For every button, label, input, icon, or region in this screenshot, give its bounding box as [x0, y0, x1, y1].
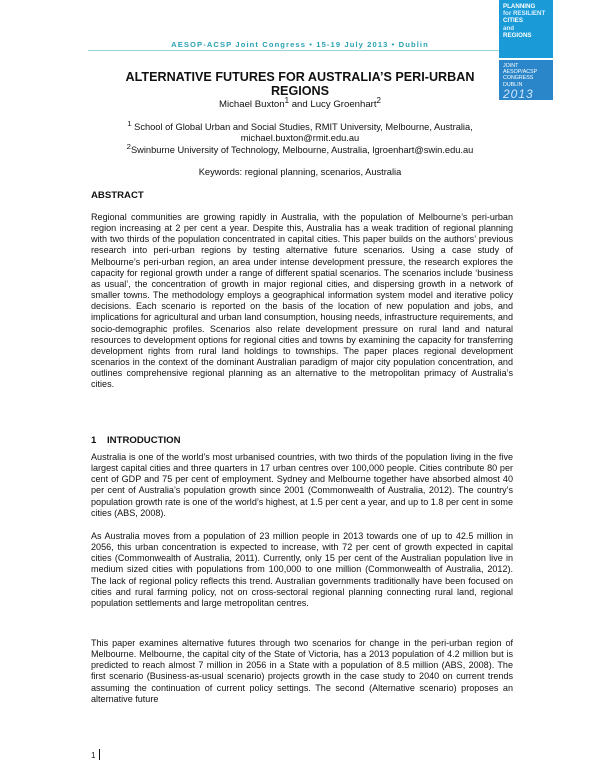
- congress-logo-top: [499, 0, 553, 58]
- intro-paragraph-2: As Australia moves from a population of 23 million people in 2013 towards one of up to 42.5 million in 2056, this urban concentration is expected to increase, with 72 per cent of growth expected in capital cities (Commonwealth of Australia, 2011). Currently, only 15 per cent of the Australian population live in medium sized cities with populations from 100,000 to one million (Commonwealth of Australia, 2012). The lack of regional policy reflects this trend. Australian governments traditionally have been focused on cities and rural farming policy, not on cross-sectoral regional planning connecting rural land, regional population settlements and large metropolitan centres.: [91, 531, 513, 608]
- logo-top-line: CITIES: [503, 17, 523, 25]
- affiliation-email: michael.buxton@rmit.edu.au: [240, 133, 360, 144]
- logo-year: 2013: [503, 86, 534, 101]
- section-number: 1: [91, 435, 97, 446]
- author-superscript: 1: [284, 96, 290, 105]
- section-title: INTRODUCTION: [107, 435, 181, 446]
- intro-paragraph-3: This paper examines alternative futures through two scenarios for change in the peri-urban region of Melbourne. Melbourne, the capital city of the State of Victoria, has a 2013 population of 4.2 million but is predicted to reach almost 7 million in 2056 in a State with a population of 8.5 million (ABS, 2008). The first scenario (Business-as-usual scenario) projects growth in the case study to 2040 on current trends assuming the continuation of current policy settings. The second (Alternative scenario) proposes an alternative future: [91, 638, 513, 704]
- logo-bottom-line: DUBLIN: [503, 81, 523, 88]
- logo-top-line: REGIONS: [503, 31, 532, 39]
- author-name: Michael Buxton: [219, 99, 285, 111]
- abstract-paragraph: Regional communities are growing rapidly in Australia, with the population of Melbourne’s peri-urban region increasing at 2 per cent a year. Despite this, Australia has a weak tradition of regional planning with two thirds of the population concentrated in capital cities. This paper builds on the authors’ previous research into peri-urban regions by testing alternative future scenarios. Using a case study of Melbourne’s peri-urban region, an area under intense development pressure, the research explores the capacity for regional growth under a range of different spatial scenarios. The scenarios include ‘business as usual’, the concentration of growth in major regional cities, and dispersing growth in a network of smaller towns. The methodology employs a geographical information system model and iterative policy decisions. Each scenario is reported on the basis of the location of new population and jobs, and implications for agricultural and urban land consumption, housing needs, infrastructure requirements, and socio-demographic profiles. Scenarios also relate development pressure on rural land and natural resources to development options for regional cities and towns by examining the capacity for transferring development rights from rural land holdings to townships. The paper places regional development scenarios in the context of the dominant Australian paradigm of major city population concentration, and outlines comprehensive regional planning as an alternative to the metropolitan primacy of Australia’s cities.: [91, 212, 513, 390]
- title-line-2: REGIONS: [270, 84, 330, 98]
- affiliation-superscript: 2: [126, 142, 131, 151]
- intro-paragraph-1: Australia is one of the world’s most urbanised countries, with two thirds of the population living in the five largest capital cities and three quarters in 17 urban centres over 100,000 people. Cities contribute 80 per cent of GDP and 75 per cent of employment. Sydney and Melbourne together have absorbed almost 40 per cent of Australia’s population growth since 2001 (Commonwealth of Australia, 2012). The country’s population growth rate is one of the world’s highest, at 1.5 per cent a year, and up to 1.8 per cent in some cities (ABS, 2008).: [91, 452, 513, 518]
- paper-title: [60, 70, 540, 98]
- logo-top-line: for RESILIENT: [503, 10, 546, 18]
- conference-header: AESOP-ACSP Joint Congress • 15-19 July 2013 • Dublin: [171, 40, 429, 49]
- header-divider: [88, 50, 500, 51]
- logo-bottom-line: AESOP/ACSP: [503, 69, 538, 76]
- author-conjunction: and: [289, 99, 311, 111]
- affiliation-superscript: 1: [127, 119, 132, 128]
- author-superscript: 2: [376, 96, 381, 105]
- logo-bottom-line: JOINT: [503, 63, 519, 69]
- abstract-heading: ABSTRACT: [91, 190, 144, 201]
- page-number-text: 1: [91, 751, 96, 760]
- logo-top-line: PLANNING: [503, 3, 536, 10]
- logo-top-line: and: [503, 24, 515, 32]
- affiliation-2: [60, 141, 540, 156]
- keywords: Keywords: regional planning, scenarios, Australia: [198, 167, 402, 177]
- author-name: Lucy Groenhart: [310, 99, 377, 111]
- logo-bottom-line: CONGRESS: [503, 75, 534, 82]
- introduction-heading: [91, 435, 181, 446]
- author-list: [60, 96, 540, 110]
- page-number-bar: [99, 749, 100, 760]
- affiliation-line: School of Global Urban and Social Studies, RMIT University, Melbourne, Australia,: [131, 122, 473, 133]
- title-line-1: ALTERNATIVE FUTURES FOR AUSTRALIA’S PERI-URBAN: [125, 70, 475, 84]
- page-number: [91, 749, 100, 760]
- affiliation-line: Swinburne University of Technology, Melbourne, Australia, lgroenhart@swin.edu.au: [130, 145, 474, 156]
